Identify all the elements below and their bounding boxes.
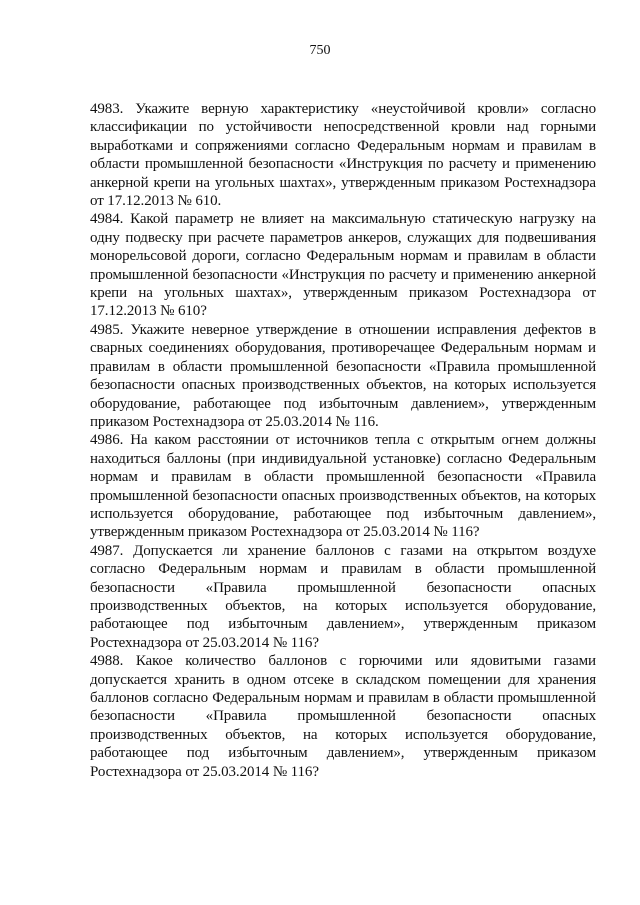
question-number: 4984. — [90, 211, 124, 228]
question-number: 4987. — [90, 542, 124, 559]
question-4988 — [90, 652, 596, 781]
question-number: 4983. — [90, 101, 124, 117]
question-4986 — [90, 431, 596, 541]
question-list — [90, 100, 596, 781]
question-4984 — [90, 210, 596, 320]
question-text: Какой параметр не влияет на максимальную статическую нагрузку на одну подвеску при расчете параметров анкеров, служащих для подвешивания монорельсовой дороги, согласно Федеральным нормам и правилам в области промышленной безопасности «Инструкция по расчету и применению анкерной крепи на угольных шахтах», утвержденным приказом Ростехнадзора от 17.12.2013 № 610? — [90, 211, 596, 320]
question-text: Укажите верную характеристику «неустойчивой кровли» согласно классификации по устойчивости непосредственной кровли над горными выработками и сопряжениями согласно Федеральным нормам и правилам в области промышленной безопасности «Инструкция по расчету и применению анкерной крепи на угольных шахтах», утвержденным приказом Ростехнадзора от 17.12.2013 № 610. — [90, 101, 596, 210]
question-text: Укажите неверное утверждение в отношении исправления дефектов в сварных соединениях оборудования, противоречащее Федеральным нормам и правилам в области промышленной безопасности «Правила промышленной безопасности опасных производственных объектов, на которых используется оборудование, работающее под избыточным давлением», утвержденным приказом Ростехнадзора от 25.03.2014 № 116. — [90, 321, 596, 430]
question-text: Допускается ли хранение баллонов с газами на открытом воздухе согласно Федеральным нормам и правилам в области промышленной безопасности «Правила промышленной безопасности опасных производственных объектов, на которых используется оборудование, работающее под избыточным давлением», утвержденным приказом Ростехнадзора от 25.03.2014 № 116? — [90, 542, 596, 651]
question-text: На каком расстоянии от источников тепла с открытым огнем должны находиться баллоны (при индивидуальной установке) согласно Федеральным нормам и правилам в области промышленной безопасности «Правила промышленной безопасности опасных производственных объектов, на которых используется оборудование, работающее под избыточным давлением», утвержденным приказом Ростехнадзора от 25.03.2014 № 116? — [90, 432, 596, 541]
question-number: 4985. — [90, 321, 124, 338]
question-4983 — [90, 100, 596, 210]
question-4985 — [90, 321, 596, 431]
question-text: Какое количество баллонов с горючими или ядовитыми газами допускается хранить в одном отсеке в складском помещении для хранения баллонов согласно Федеральным нормам и правилам в области промышленной безопасности «Правила промышленной безопасности опасных производственных объектов, на которых используется оборудование, работающее под избыточным давлением», утвержденным приказом Ростехнадзора от 25.03.2014 № 116? — [90, 653, 596, 780]
question-4987 — [90, 542, 596, 652]
page-number: 750 — [309, 43, 331, 58]
question-number: 4986. — [90, 432, 124, 449]
question-number: 4988. — [90, 653, 124, 670]
